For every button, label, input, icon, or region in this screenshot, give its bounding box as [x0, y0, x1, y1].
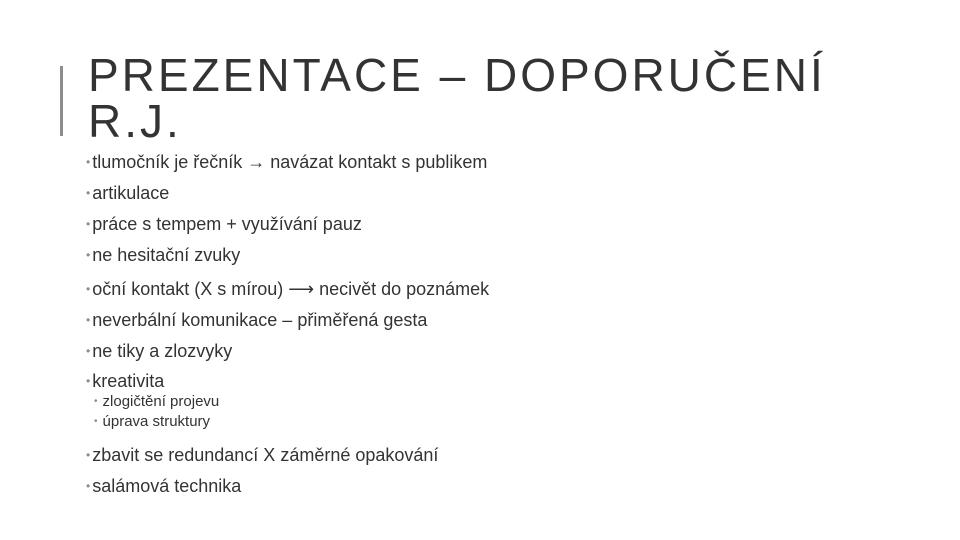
sub-bullet-item	[94, 413, 210, 431]
bullet-item	[86, 445, 438, 465]
bullet-item	[86, 183, 169, 203]
bullet-text: oční kontakt (X s mírou) ⟶ necivět do poznámek	[92, 279, 490, 299]
bullet-marker: •	[86, 282, 91, 296]
bullet-text: ne hesitační zvuky	[92, 245, 241, 265]
bullet-marker: •	[86, 248, 91, 262]
bullet-item	[86, 214, 362, 234]
bullet-text: salámová technika	[92, 476, 242, 496]
bullet-marker: •	[86, 155, 91, 169]
bullet-text: artikulace	[92, 183, 170, 203]
bullet-item	[86, 341, 232, 361]
bullet-item	[86, 245, 240, 265]
bullet-text: práce s tempem + využívání pauz	[92, 214, 362, 234]
bullet-text: ne tiky a zlozvyky	[92, 341, 233, 361]
bullet-item	[86, 152, 487, 172]
sub-bullet-text: zlogičtění projevu	[102, 393, 220, 410]
bullet-marker: •	[86, 448, 91, 462]
bullet-marker: •	[86, 374, 91, 388]
slide-title: PREZENTACE – DOPORUČENÍ R.J.	[88, 49, 826, 147]
bullet-text: zbavit se redundancí X záměrné opakování	[92, 445, 439, 465]
bullet-marker: •	[86, 479, 91, 493]
bullet-list	[86, 0, 886, 540]
bullet-text: kreativita	[92, 371, 165, 391]
title-accent-bar	[60, 66, 63, 136]
bullet-item	[86, 310, 427, 330]
bullet-marker: •	[86, 344, 91, 358]
bullet-marker: •	[94, 396, 98, 407]
sub-bullet-text: úprava struktury	[102, 413, 211, 430]
bullet-text: neverbální komunikace – přiměřená gesta	[92, 310, 428, 330]
bullet-text: tlumočník je řečník → navázat kontakt s publikem	[92, 152, 488, 172]
bullet-item	[86, 476, 241, 496]
bullet-item	[86, 371, 164, 391]
bullet-marker: •	[94, 416, 98, 427]
bullet-item	[86, 279, 489, 299]
sub-bullet-item	[94, 393, 219, 411]
bullet-marker: •	[86, 186, 91, 200]
bullet-marker: •	[86, 217, 91, 231]
bullet-marker: •	[86, 313, 91, 327]
